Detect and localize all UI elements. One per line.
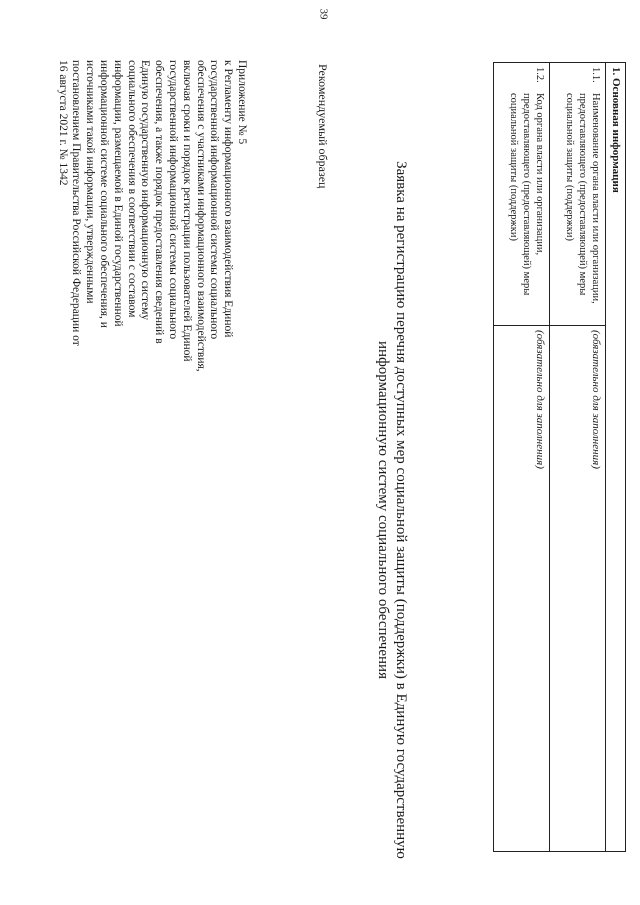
table-row	[550, 63, 606, 852]
appendix-line: к Регламенту информационного взаимодействия Единой	[222, 60, 235, 338]
row-value-field[interactable]: (обязательно для заполнения)	[550, 326, 606, 852]
appendix-header	[28, 60, 248, 405]
appendix-line: государственной информационной системы социального	[208, 60, 221, 340]
page-number: 39	[317, 8, 330, 20]
appendix-line: государственной информационной системы социального	[167, 60, 180, 340]
title-line-1: Заявка на регистрацию перечня доступных мер социальной защиты (поддержки) в Единую государственную	[393, 161, 409, 859]
document-title	[374, 115, 410, 905]
appendix-line: Приложение № 5	[236, 60, 248, 145]
appendix-line: включая сроки и порядок регистрации пользователей Единой	[180, 60, 193, 362]
appendix-line: источниками такой информации, утвержденными	[84, 60, 97, 304]
application-form-table	[493, 62, 626, 852]
appendix-line: постановлением Правительства Российской Федерации от	[70, 60, 83, 346]
section-header: 1. Основная информация	[606, 63, 626, 852]
row-label: Наименование органа власти или организации, предоставляющего (предоставляющей) меры социальной защиты (поддержки)	[550, 89, 606, 326]
row-label: Код органа власти или организации, предоставляющего (предоставляющей) меры социальной защиты (поддержки)	[494, 89, 550, 326]
appendix-line: 16 августа 2021 г. № 1342	[56, 60, 69, 186]
appendix-line: обеспечения, а также порядок предоставления сведений в	[153, 60, 166, 344]
row-number: 1.2.	[494, 63, 550, 90]
title-line-2: информационную систему социального обеспечения	[375, 341, 391, 679]
appendix-line: социального обеспечения в соответствии с составом	[125, 60, 138, 318]
section-header-row	[606, 63, 626, 852]
row-value-field[interactable]: (обязательно для заполнения)	[494, 326, 550, 852]
recommended-sample-label: Рекомендуемый образец	[316, 64, 330, 189]
appendix-line: обеспечения с участниками информационного взаимодействия,	[194, 60, 207, 372]
appendix-line: информации, размещаемой в Единой государственной	[111, 60, 124, 327]
row-number: 1.1.	[550, 63, 606, 90]
appendix-line: информационной системе социального обеспечения, и	[98, 60, 111, 328]
appendix-line: Единую государственную информационную систему	[139, 60, 152, 321]
table-row	[494, 63, 550, 852]
